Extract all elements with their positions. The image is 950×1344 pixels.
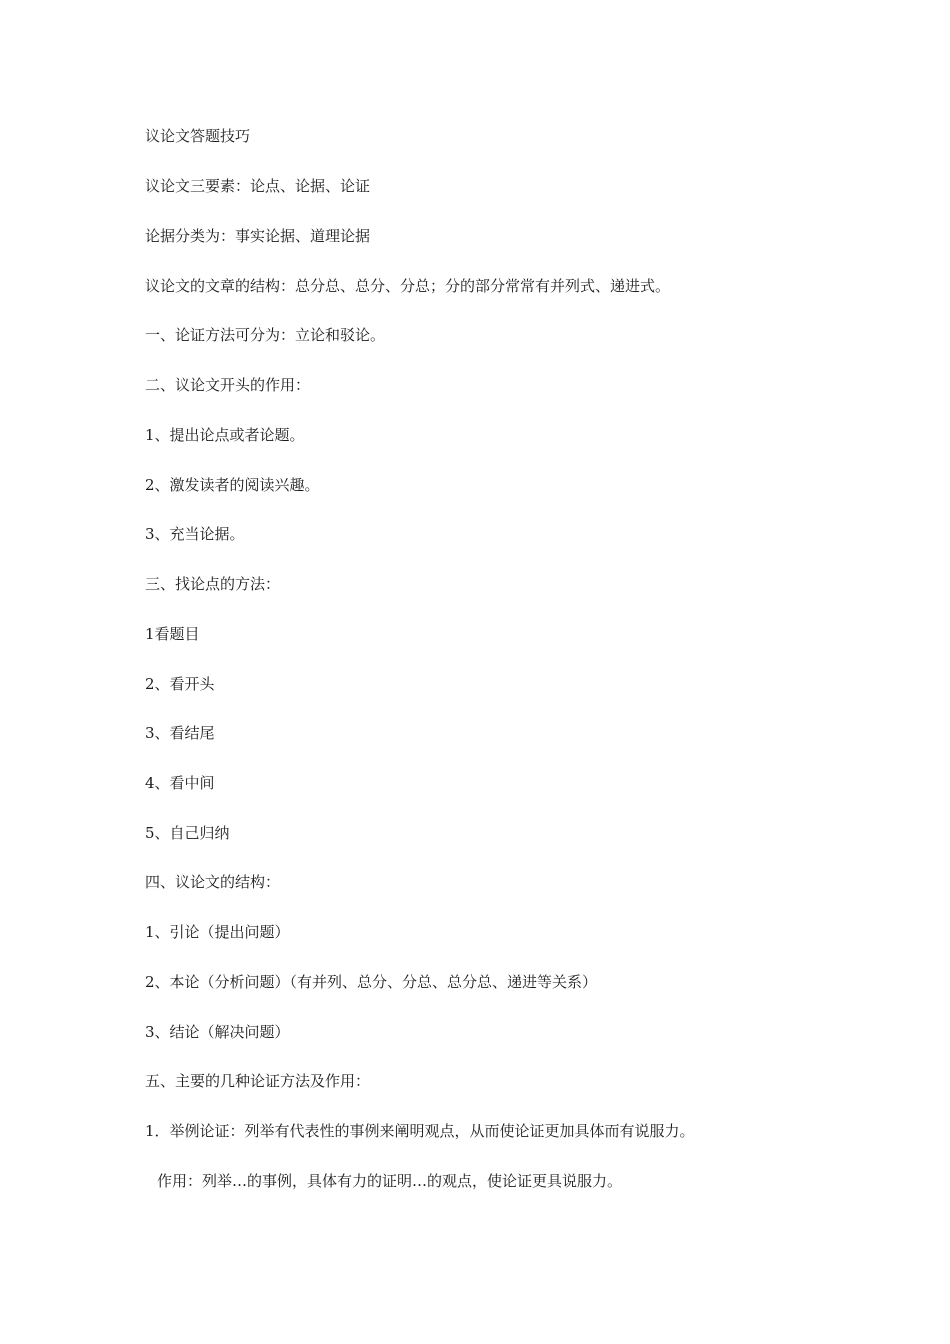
text-line: 议论文的文章的结构：总分总、总分、分总；分的部分常常有并列式、递进式。 xyxy=(145,277,671,295)
list-item: 3、看结尾 xyxy=(145,724,215,742)
list-item: 5、自己归纳 xyxy=(145,824,230,842)
list-item: 1．举例论证：列举有代表性的事例来阐明观点，从而使论证更加具体而有说服力。 xyxy=(145,1122,695,1140)
text-line: 议论文三要素：论点、论据、论证 xyxy=(145,177,371,195)
document-title: 议论文答题技巧 xyxy=(145,127,251,145)
section-heading: 二、议论文开头的作用： xyxy=(145,376,311,394)
list-item: 3、充当论据。 xyxy=(145,525,245,543)
section-heading: 四、议论文的结构： xyxy=(145,873,281,891)
list-item: 4、看中间 xyxy=(145,774,215,792)
section-heading: 一、论证方法可分为：立论和驳论。 xyxy=(145,326,386,344)
list-item: 2、激发读者的阅读兴趣。 xyxy=(145,476,320,494)
section-heading: 三、找论点的方法： xyxy=(145,575,281,593)
list-item: 1、引论（提出问题） xyxy=(145,923,290,941)
list-item: 1、提出论点或者论题。 xyxy=(145,426,305,444)
section-heading: 五、主要的几种论证方法及作用： xyxy=(145,1072,371,1090)
indented-text-line: 作用：列举…的事例，具体有力的证明…的观点，使论证更具说服力。 xyxy=(157,1172,623,1190)
list-item: 1看题目 xyxy=(145,625,200,643)
list-item: 3、结论（解决问题） xyxy=(145,1023,290,1041)
text-line: 论据分类为：事实论据、道理论据 xyxy=(145,227,371,245)
list-item: 2、本论（分析问题）（有并列、总分、分总、总分总、递进等关系） xyxy=(145,973,598,991)
list-item: 2、看开头 xyxy=(145,675,215,693)
